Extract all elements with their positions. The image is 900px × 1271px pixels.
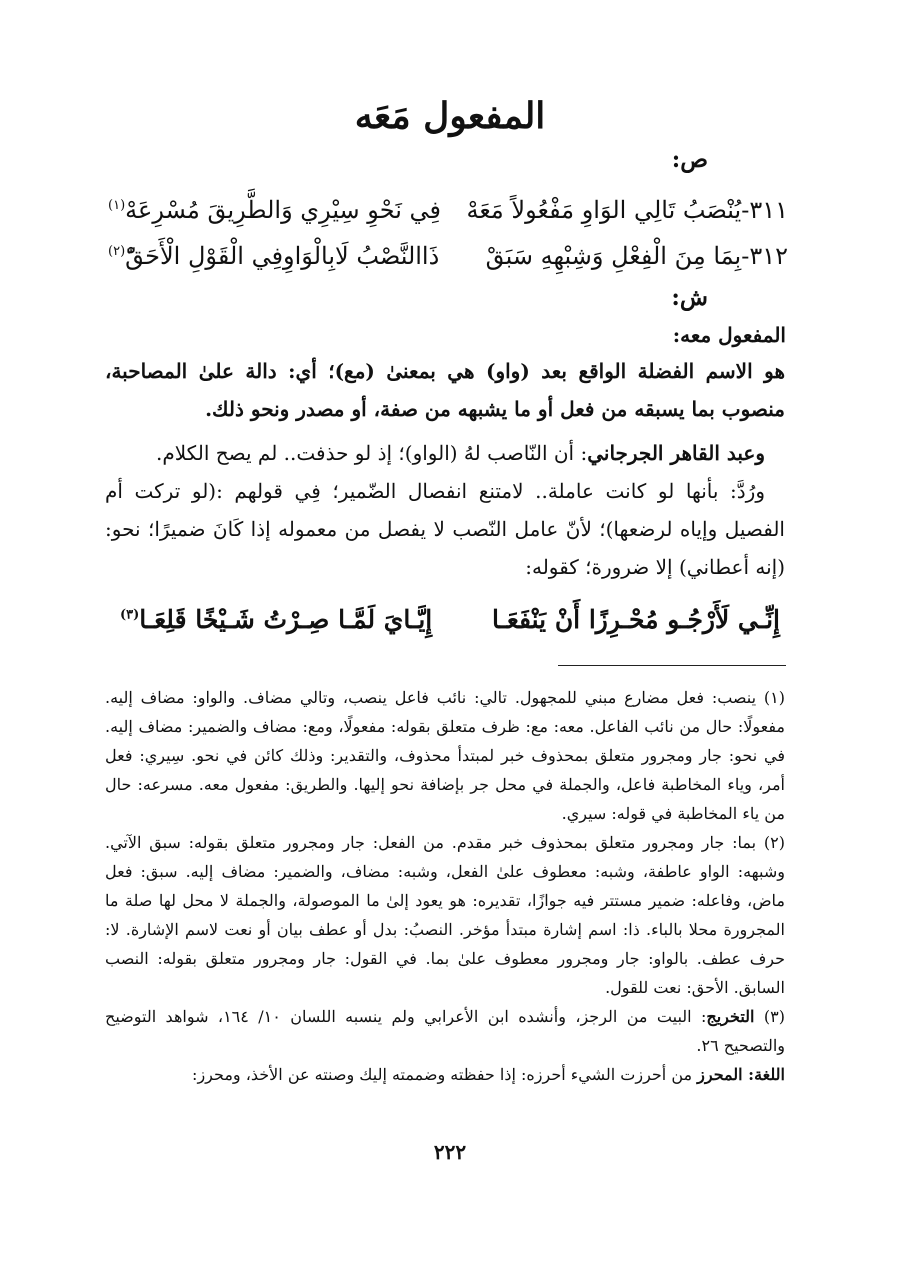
footnote-1	[105, 683, 785, 828]
page-number: ٢٢٢	[433, 1140, 467, 1164]
footnote-number: (٣)	[763, 1007, 785, 1026]
verse-line-311	[108, 192, 788, 228]
footnote-text: من أحرزت الشيء أحرزه: إذا حفظته وضممته إليك وصنته عن الأخذ، ومحرز:	[192, 1065, 698, 1084]
verse-text: ذَاالنَّصْبُ لَابِالْوَاوِفِي الْقَوْلِ الْأَحَقّْ	[125, 242, 440, 270]
footnote-number: (١)	[763, 688, 786, 707]
poem-second-hemistich	[120, 600, 432, 640]
scholar-name: وعبد القاهر الجرجاني	[587, 441, 765, 465]
footnote-number: (٢)	[763, 833, 785, 852]
footnote-reference[interactable]: (٢)	[108, 244, 126, 259]
footnote-text: : البيت من الرجز، وأنشده ابن الأعرابي ولم ينسبه اللسان ١٠/ ١٦٤، شواهد التوضيح والتصحيح ٢٦.	[105, 1007, 785, 1055]
footnotes-section	[105, 683, 785, 1089]
verse-text: -بِمَا مِنَ الْفِعْلِ وَشِبْهِهِ سَبَقْ	[485, 242, 750, 270]
verse-first-hemistich	[466, 192, 788, 228]
jurjani-paragraph	[105, 434, 785, 472]
footnote-label: اللغة: المحرز	[697, 1065, 785, 1084]
footnote-reference[interactable]: (٣)	[120, 607, 140, 623]
footnote-divider	[558, 665, 786, 666]
footnote-reference[interactable]: (١)	[108, 198, 126, 213]
footnote-2	[105, 828, 785, 1002]
verse-second-hemistich	[108, 238, 439, 274]
page-title: المفعول مَعَه	[354, 95, 546, 137]
verse-second-hemistich	[108, 192, 441, 228]
footnote-3	[105, 1002, 785, 1060]
poetry-line	[120, 600, 780, 640]
verse-first-hemistich	[486, 238, 788, 274]
jurjani-text: : أن النّاصب لهُ (الواو)؛ إذ لو حذفت.. لم يصح الكلام.	[156, 441, 588, 465]
verse-section-label: ص:	[671, 146, 708, 173]
verse-line-312	[108, 238, 788, 274]
verse-number: ٣١١	[749, 196, 788, 224]
refutation-paragraph: ورُدَّ: بأنها لو كانت عاملة.. لامتنع انفصال الضّمير؛ فِي قولهم :(لو تركت أم الفصيل وإياه لرضعها)؛ لأنّ عامل النّصب لا يفصل من معموله إذا كَانَ ضميرًا؛ نحو: (إنه أعطاني) إلا ضرورة؛ كقوله:	[105, 479, 785, 579]
footnote-text: بما: جار ومجرور متعلق بمحذوف خبر مقدم. من الفعل: جار ومجرور متعلق بقوله: سبق الآتي. وشبهه: الواو عاطفة، وشبه: معطوف علىٰ الفعل، وشبه: مضاف، والضمير: مضاف إليه. سبق: فعل ماض، وفاعله: ضمير مستتر فيه جوازًا، تقديره: هو يعود إلىٰ ما الموصولة، والجملة لا محل لها صلة ما المجرورة محلا بالباء. ذا: اسم إشارة مبتدأ مؤخر. النصبُ: بدل أو عطف بيان أو نعت لاسم الإشارة. لا: حرف عطف. بالواو: جار ومجرور معطوف علىٰ بما. في القول: جار ومجرور متعلق بقوله: النصب السابق. الأحق: نعت للقول.	[105, 833, 785, 997]
poem-text: إِيَّـايَ لَمَّـا صِـرْتُ شَـيْخًا قَلِعَـا	[139, 605, 433, 634]
footnote-text: ينصب: فعل مضارع مبني للمجهول. تالي: نائب فاعل ينصب، وتالي مضاف. والواو: مضاف إليه. مفعولًا: حال من نائب الفاعل. معه: مع: ظرف متعلق بقوله: مفعولًا، ومع: مضاف والضمير: مضاف إليه. في نحو: جار ومجرور متعلق بمحذوف خبر لمبتدأ محذوف، والتقدير: وذلك كائن في نحو. سِيري: فعل أمر، وياء المخاطبة فاعل، والجملة في محل جر بإضافة نحو إليها. والطريق: مفعول معه. مسرعه: حال من ياء المخاطبة في قوله: سيري.	[105, 688, 785, 823]
verse-text: -يُنْصَبُ تَالِي الوَاوِ مَفْعُولاً مَعَهْ	[466, 196, 750, 224]
verse-text: فِي نَحْوِ سِيْرِي وَالطَّرِيقَ مُسْرِعَهْ	[125, 196, 441, 224]
footnote-label: التخريج	[706, 1007, 755, 1026]
footnote-3-language	[105, 1060, 785, 1089]
subheading: المفعول معه:	[672, 323, 786, 347]
poem-first-hemistich: إِنِّـي لَأَرْجُـو مُحْـرِزًا أَنْ يَنْفَعَـا	[491, 605, 780, 634]
commentary-label: ش:	[671, 284, 708, 311]
definition-paragraph: هو الاسم الفضلة الواقع بعد (واو) هي بمعنىٰ (مع)؛ أي: دالة علىٰ المصاحبة، منصوب بما يسبقه من فعل أو ما يشبهه من صفة، أو مصدر ونحو ذلك.	[105, 359, 785, 421]
verse-number: ٣١٢	[749, 242, 788, 270]
